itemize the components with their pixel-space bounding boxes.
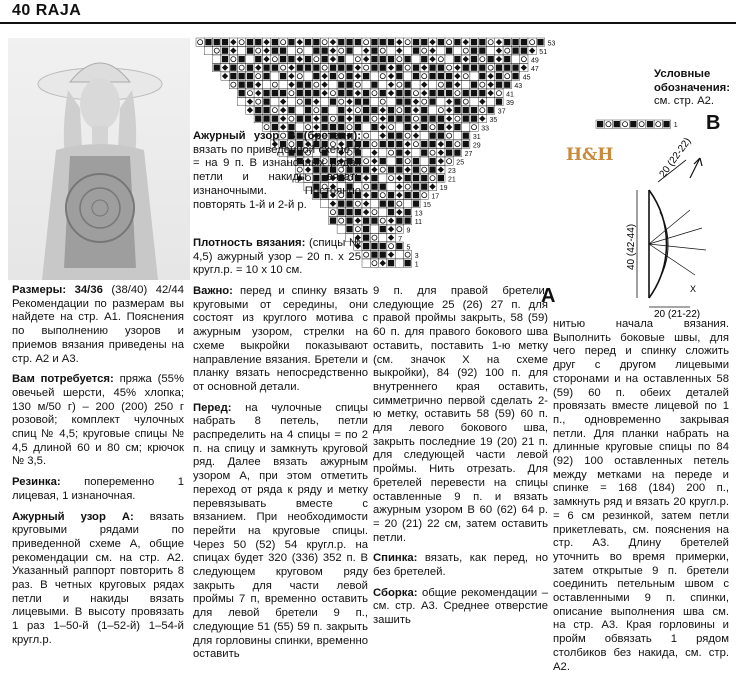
chart-a-row-number: 35	[489, 116, 498, 124]
chart-a-row-number: 7	[398, 235, 403, 243]
chart-b-label: B	[706, 112, 721, 134]
chart-a-row-number: 23	[448, 167, 456, 175]
paragraph	[373, 285, 548, 545]
paragraph	[193, 285, 368, 395]
text-column-1	[12, 284, 184, 655]
chart-a-row-number: 25	[456, 159, 465, 167]
paragraph-body: на чулочные спицы набрать 8 петель, петли распределить на 4 спицы = по 2 п. на спицу и замкнуть круговой ряд. Далее вязать ажурным узором А, при этом отметить переход от ряда к ряду и метку перевязывать вместе с вязанием. При необходимости перейти на круговые спицы. Через 50 (52) 54 кругл.р. на спицах будет 320 (336) 352 п. В следующем круговом ряду закрыть для части левой проймы 7 п, временно оставить для левой бретели 9 п., следующие 51 (55) 59 п. закрыть для горловины спинки, временно оставить	[193, 401, 368, 661]
chart-a-row-number: 11	[414, 218, 423, 226]
paragraph-body: общие рекомендации – см. стр. А3. Среднее отверстие зашить	[373, 586, 548, 627]
paragraph-heading: Размеры: 34/36	[12, 284, 103, 296]
gauge-body: (спицы № 4,5) ажурный узор – 20 п. х 25 кругл.р. = 10 х 10 см.	[193, 237, 362, 277]
schematic-left-label: 40 (42-44)	[626, 223, 637, 270]
legend-title: Условные обозначения:	[654, 68, 731, 94]
paragraph	[12, 373, 184, 469]
chart-a-row-number: 3	[414, 252, 419, 260]
paragraph-body: вязать круговыми рядами по приведенной схеме А, общие рекомендации см. на стр. А2. Указанный раппорт повторить 8 раз. В четных круговых рядах петли и накиды вязать лицевыми. В высоту провязать 1 раз 1–50-й (1–52-й) 1–54-й кругл.р.	[12, 510, 185, 646]
chart-a-row-number: 45	[522, 74, 531, 82]
paragraph-heading: Важно:	[193, 285, 233, 297]
chart-a-row-number: 17	[431, 193, 440, 201]
legend-text: см. стр. А2.	[654, 95, 715, 108]
paragraph-heading: Ажурный узор А:	[12, 510, 134, 523]
gauge-title: Плотность вязания:	[193, 237, 306, 249]
text-column-2	[193, 285, 368, 669]
paragraph	[193, 402, 368, 662]
chart-a-row-number: 51	[539, 48, 548, 56]
chart-a-row-number: 33	[481, 125, 489, 133]
pattern-b-block	[193, 130, 361, 212]
pattern-b-title: Ажурный узор В (бретели):	[193, 130, 361, 142]
chart-a-label: A	[541, 285, 556, 307]
chart-b-grid	[596, 120, 671, 128]
schematic-top-label: 20 (22-22)	[657, 135, 694, 180]
paragraph	[12, 511, 184, 648]
chart-a-row-number: 47	[531, 65, 539, 73]
paragraph-heading: Перед:	[193, 401, 232, 414]
paragraph-heading: Резинка:	[12, 476, 61, 489]
text-column-4	[553, 318, 729, 681]
legend	[654, 68, 732, 109]
paragraph-heading: Вам потребуется:	[12, 373, 114, 386]
chart-a-row-number: 37	[497, 108, 506, 116]
paragraph-heading: Сборка:	[373, 586, 418, 599]
chart-a-row-number: 27	[464, 150, 473, 158]
paragraph-body: перед и спинку вязать кругoвыми от середины, они состоят из круглого мотива с ажурным узором, стрелки на схеме выкройки показывают направление вязания. Бретели и планку вязать непосредственно от основной детали.	[193, 285, 368, 393]
paragraph	[553, 318, 729, 674]
paragraph	[12, 284, 184, 366]
paragraph-body: пряжа (55% овечьей шерсти, 45% хлопка; 130 м/50 г) – 200 (200) 250 г розовой; комплект чулочных спиц № 4,5; круговые спицы № 4,5 длиной 60 и 80 см; крючок № 3,5.	[12, 373, 184, 468]
paragraph-body: вязать, как перед, но без бретелей.	[373, 552, 548, 579]
chart-a-row-number: 13	[414, 210, 423, 218]
paragraph-body: нитью начала вязания. Выполнить боковые швы, для чего перед и спинку сложить друг с другом лицевыми сторонами и на оставленных 58 (59) 60 п. обеих деталей провязать вместе лицевой по 1 п., одновременно закрывая петли. Для планки набрать на длинные круговые спицы по 84 (92) 100 оставленных петель между метками на переде и спинке = 168 (184) 200 п., замкнуть ряд и вязать 20 кругл.р. = 6 см резинкой, затем петли прикетлевать, см. пояснения на стр. А3. Длину бретелей уточнить во время примерки, затем открытые 9 п. бретели соединить петельным швом с оставленными 9 п. спинки, описание выполнения шва см. на стр. А3. Края горловины и пройм обвязать 1 рядом столбиков без накида, см. стр. А2.	[553, 318, 729, 673]
chart-b-row-number: 1	[673, 122, 678, 129]
chart-a-row-number: 21	[448, 176, 456, 184]
hh-logo: H&H	[566, 145, 614, 165]
gauge-block	[193, 237, 361, 278]
chart-a-row-number: 31	[472, 133, 481, 141]
chart-b-row-numbers	[674, 122, 678, 129]
chart-a-row-number: 53	[547, 40, 556, 48]
paragraph-body: 9 п. для правой бретели, следующие 25 (26) 27 п. для правой проймы закрыть, 58 (59) 60 п. для правого бокового шва оставить, поставить 1-ю метку (см. значок Х на схеме выкройки), 84 (92) 100 п. для внутреннего края оставить, симметрично первой сделать 2-ю метку, оставить 58 (59) 60 п. для левого бокового шва, закрыть последние 19 (20) 21 п. для следующей части левой проймы. Нить отрезать. Для бретелей перевести на спицы оставленные 9 п. и вязать ажурным узором В 60 (62) 64 р. = 20 (21) 22 см, затем оставить петли.	[373, 285, 548, 544]
pattern-b-body: вязать по приведенной схеме В = на 9 п. В изнаночных рядах петли и накиды вязать изнаночными. Постоянно повторять 1-й и 2-й р.	[193, 143, 361, 211]
chart-a-row-number: 5	[406, 244, 411, 252]
chart-a-row-number: 29	[472, 142, 481, 150]
paragraph	[373, 587, 548, 628]
chart-a-row-number: 9	[406, 227, 411, 235]
paragraph-body: попеременно 1 лицевая, 1 изнаночная.	[12, 476, 184, 502]
chart-a-row-number: 49	[531, 57, 539, 65]
chart-a-row-number: 43	[514, 82, 523, 90]
chart-a-row-number: 41	[506, 91, 514, 99]
chart-a-row-number: 15	[423, 201, 431, 209]
paragraph	[12, 476, 184, 503]
paragraph-body: (38/40) 42/44 Рекомендации по размерам вы найдете на стр. А1. Пояснения по выполнению узоров и приемов вязания приведены на стр. А2 и А3.	[12, 284, 185, 365]
schematic-mark: X	[690, 284, 697, 294]
schematic-bottom-label: 20 (21-22)	[654, 309, 701, 320]
text-column-3	[373, 285, 548, 635]
chart-a-row-number: 39	[506, 99, 514, 107]
page-title: 40 RAJA	[12, 2, 82, 19]
chart-a-row-number: 19	[439, 184, 448, 192]
paragraph	[373, 552, 548, 579]
chart-a-row-number: 1	[414, 261, 419, 269]
paragraph-heading: Спинка:	[373, 552, 418, 565]
